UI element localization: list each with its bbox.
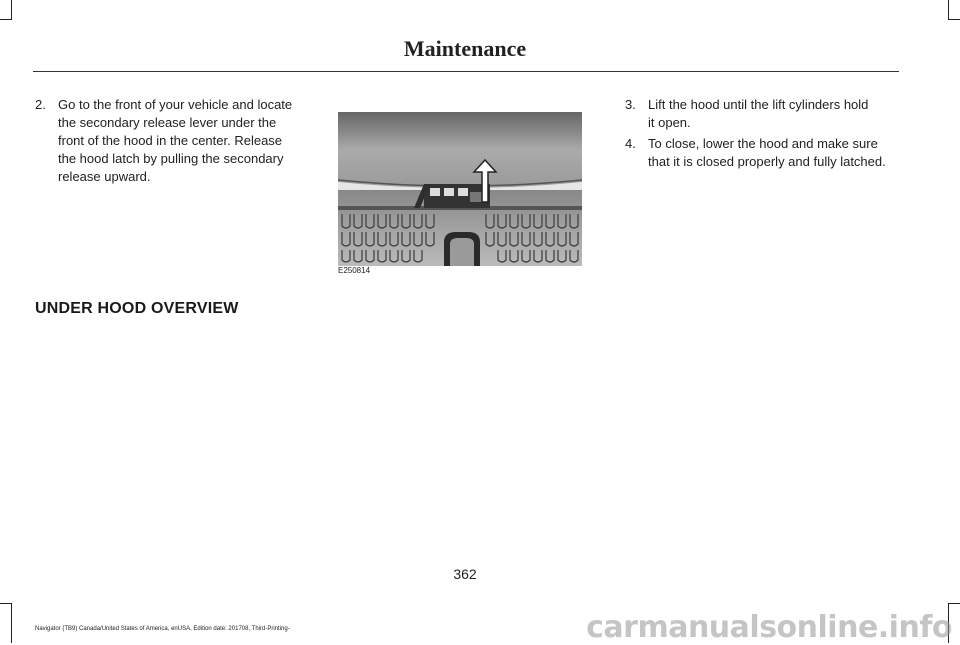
step-text-line: that it is closed properly and fully latched. <box>648 154 886 169</box>
crop-mark-top-left-h <box>0 19 12 20</box>
hood-release-drawing <box>338 112 582 266</box>
step-text-line: it open. <box>648 115 691 130</box>
step-text <box>648 96 868 132</box>
crop-mark-top-right-v <box>948 0 949 20</box>
section-heading: UNDER HOOD OVERVIEW <box>35 300 239 317</box>
step-text-line: front of the hood in the center. Release <box>58 133 283 148</box>
page-number: 362 <box>453 566 477 582</box>
footer-edition-text: Navigator (TB9) Canada/United States of America, enUSA, Edition date: 201708, Third-Printing- <box>35 626 290 632</box>
step-2 <box>35 96 335 186</box>
header-rule <box>33 71 899 72</box>
step-number: 3. <box>625 97 636 112</box>
crop-mark-bottom-left-v <box>11 603 12 643</box>
step-text-line: Lift the hood until the lift cylinders hold <box>648 97 869 112</box>
step-number: 2. <box>35 97 46 112</box>
hood-release-illustration <box>338 112 582 266</box>
step-4 <box>625 135 925 175</box>
watermark-text: carmanualsonline.info <box>586 610 952 645</box>
crop-mark-top-left-v <box>11 0 12 20</box>
step-text-line: the secondary release lever under the <box>58 115 277 130</box>
step-text-line: Go to the front of your vehicle and locate <box>58 97 293 112</box>
step-3 <box>625 96 915 136</box>
crop-mark-bottom-left-h <box>0 603 12 604</box>
step-text <box>58 96 292 186</box>
step-text-line: release upward. <box>58 169 151 184</box>
crop-mark-top-right-h <box>948 19 960 20</box>
crop-mark-bottom-right-h <box>948 603 960 604</box>
step-text-line: To close, lower the hood and make sure <box>648 136 878 151</box>
page-title: Maintenance <box>403 36 527 61</box>
figure-id: E250814 <box>338 266 371 275</box>
step-number: 4. <box>625 136 636 151</box>
step-text <box>648 135 886 171</box>
step-text-line: the hood latch by pulling the secondary <box>58 151 284 166</box>
